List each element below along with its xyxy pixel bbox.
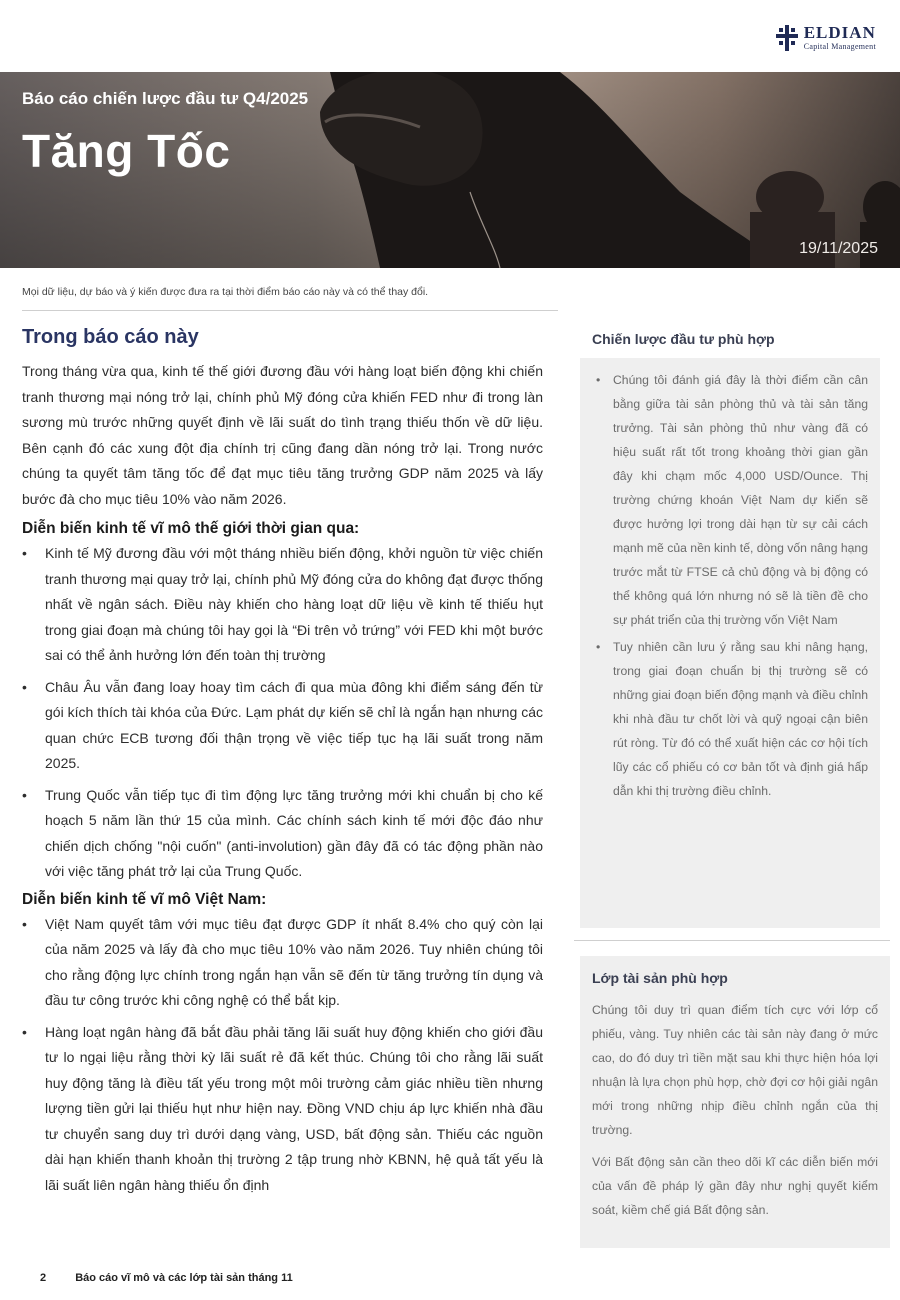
divider <box>574 940 890 941</box>
page-footer <box>40 1272 293 1284</box>
vietnam-macro-list <box>22 912 543 1199</box>
list-item: • Trung Quốc vẫn tiếp tục đi tìm động lực tăng trưởng mới khi chuẩn bị cho kế hoạch 5 năm lần thứ 15 của mình. Các chính sách kinh tế mới độc đáo như chiến dịch chống "nội cuốn" (anti-involution) gần đây đã có tác động phần nào với việc tăng phát trở lại của Trung Quốc. <box>22 783 543 885</box>
brand-logo <box>776 24 876 51</box>
list-item: • Hàng loạt ngân hàng đã bắt đầu phải tăng lãi suất huy động khiến cho giới đầu tư lo ngại liệu rằng thời kỳ lãi suất rẻ đã kết thúc. Chúng tôi cho rằng lãi suất huy động tăng là điều tất yếu trong một môi trường cảm giác nhiều tiền nhưng lượng tiền gửi lại thiếu hụt như hiện nay. Đồng VND chịu áp lực khiến nhà đầu tư chuyển sang duy trì dưới dạng vàng, USD, bất động sản. Thiếu các nguồn dài hạn khiến thanh khoản thị trường 2 tập trung nhờ KBNN, hệ quả tất yếu là lãi suất liên ngân hàng thiếu ổn định <box>22 1020 543 1199</box>
asset-class-paragraph: Với Bất động sản cần theo dõi kĩ các diễn biến mới của vấn đề pháp lý gần đây như nghị quyết kiểm soát, kiềm chế giá Bất động sản. <box>592 1155 878 1217</box>
world-macro-heading: Diễn biến kinh tế vĩ mô thế giới thời gian qua: <box>22 520 360 537</box>
strategy-list <box>588 368 868 803</box>
asset-class-paragraph: Chúng tôi duy trì quan điểm tích cực với lớp cổ phiếu, vàng. Tuy nhiên các tài sản này đang ở mức cao, do đó duy trì tiền mặt sau khi thực hiện hóa lợi nhuận là lựa chọn phù hợp, chờ đợi cơ hội giải ngân mới trong những nhịp điều chỉnh ngắn của thị trường. <box>592 1003 878 1137</box>
intro-paragraph: Trong tháng vừa qua, kinh tế thế giới đương đầu với hàng loạt biến động khi chiến tranh thương mại nóng trở lại, chính phủ Mỹ đóng cửa khiến FED như đi trong làn sương mù trước những quyết định về lãi suất do tình trạng thiếu thốn về dữ liệu. Bên cạnh đó các xung đột địa chính trị cũng đang dần nóng trở lại. Trong nước chúng ta quyết tâm tăng tốc để đạt mục tiêu tăng trưởng GDP năm 2025 và lấy bước đà cho mục tiêu 10% vào năm 2026. <box>22 363 543 507</box>
list-item: • Chúng tôi đánh giá đây là thời điểm cần cân bằng giữa tài sản phòng thủ và tài sản tăng trưởng. Tài sản phòng thủ như vàng đã có hiệu suất rất tốt trong khoảng thời gian gần đây khi chạm mốc 4,000 USD/Ounce. Thị trường chứng khoán Việt Nam dự kiến sẽ được hưởng lợi trong dài hạn từ sự cải cách mạnh mẽ của nền kinh tế, dòng vốn nâng hạng trước mắt từ FTSE cả chủ động và bị động có thể không quá lớn nhưng nó sẽ là tiền đề cho sự phát triển của thị trường vốn Việt Nam <box>588 368 868 632</box>
report-title: Tăng Tốc <box>22 125 231 177</box>
main-column <box>22 326 543 1204</box>
world-macro-list <box>22 541 543 885</box>
brand-subtitle: Capital Management <box>803 42 876 51</box>
hero-banner <box>0 72 900 268</box>
vietnam-macro-heading: Diễn biến kinh tế vĩ mô Việt Nam: <box>22 890 267 908</box>
strategy-box <box>580 358 880 928</box>
asset-class-box <box>580 956 890 1248</box>
list-item: • Kinh tế Mỹ đương đầu với một tháng nhiều biến động, khởi nguồn từ việc chiến tranh thương mại quay trở lại, chính phủ Mỹ đóng cửa do không đạt được thống nhất về ngân sách. Điều này khiến cho hàng loạt dữ liệu về kinh tế thiếu hụt trong giai đoạn mà chúng tôi hay gọi là “Đi trên vỏ trứng” với FED khi một bước sai có thể ảnh hưởng lớn đến toàn thị trường <box>22 541 543 669</box>
eldian-logo-icon <box>776 25 798 51</box>
brand-name: ELDIAN <box>803 23 876 42</box>
list-item: • Việt Nam quyết tâm với mục tiêu đạt được GDP ít nhất 8.4% cho quý còn lại của năm 2025 và lấy đà cho mục tiêu 10% vào năm 2026. Tuy nhiên chúng tôi cho rằng động lực chính trong ngắn hạn vẫn sẽ đến từ tăng trưởng tín dụng và đầu tư công trước khi công nghệ có thể bắt kịp. <box>22 912 543 1014</box>
report-date: 19/11/2025 <box>799 240 878 257</box>
divider <box>22 310 558 311</box>
section-heading-in-this-report: Trong báo cáo này <box>22 326 199 348</box>
footer-title: Báo cáo vĩ mô và các lớp tài sản tháng 11 <box>75 1272 293 1284</box>
report-kicker: Báo cáo chiến lược đầu tư Q4/2025 <box>22 89 309 108</box>
disclaimer-text: Mọi dữ liệu, dự báo và ý kiến được đưa ra tại thời điểm báo cáo này và có thể thay đổi. <box>22 286 429 298</box>
strategy-title: Chiến lược đầu tư phù hợp <box>592 331 775 347</box>
list-item: • Châu Âu vẫn đang loay hoay tìm cách đi qua mùa đông khi điểm sáng đến từ gói kích thích tài khóa của Đức. Lạm phát dự kiến sẽ chỉ là ngắn hạn nhưng các quan chức ECB tương đối thận trọng về việc tiếp tục hạ lãi suất trong năm 2025. <box>22 675 543 777</box>
list-item: • Tuy nhiên cần lưu ý rằng sau khi nâng hạng, trong giai đoạn chuẩn bị thị trường sẽ có những giai đoạn biến động mạnh và điều chỉnh khi nhà đầu tư chốt lời và quỹ ngoại cận biên rút ròng. Từ đó có thể xuất hiện các cơ hội tích lũy các cổ phiếu có cơ bản tốt và định giá hấp dẫn khi thị trường điều chỉnh. <box>588 635 868 803</box>
asset-class-title: Lớp tài sản phù hợp <box>592 970 728 986</box>
page-number: 2 <box>40 1272 47 1284</box>
